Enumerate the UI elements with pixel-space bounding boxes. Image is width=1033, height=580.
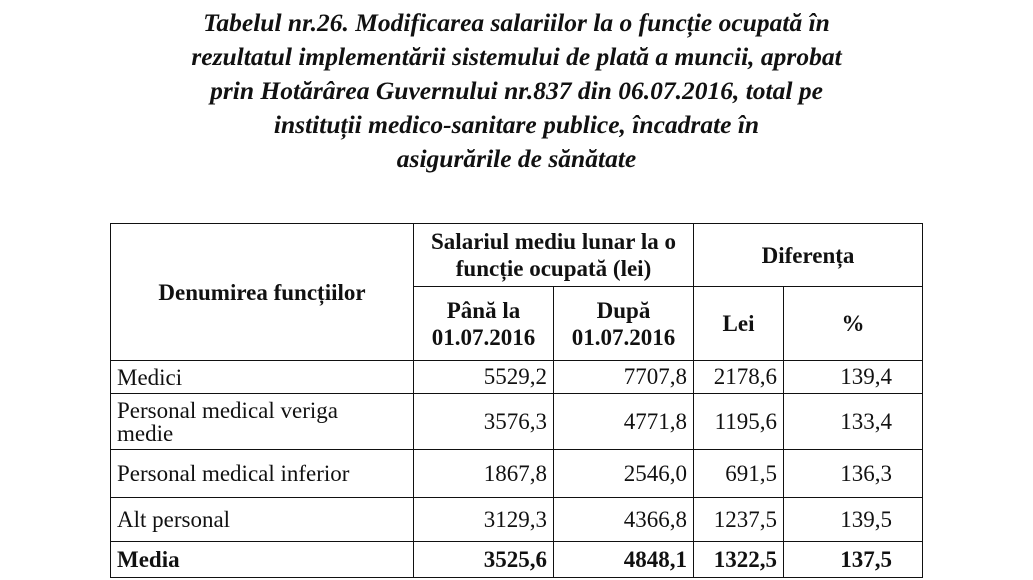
header-salary-line: Salariul mediu lunar la o [431, 229, 676, 254]
total-after-value: 4848,1 [554, 542, 694, 578]
row-function-name: Personal medical inferior [111, 450, 414, 498]
row-name-line: medie [117, 420, 174, 446]
row-after-value: 7707,8 [554, 361, 694, 394]
row-diff-percent: 139,5 [784, 498, 923, 542]
row-diff-lei: 1237,5 [694, 498, 784, 542]
header-difference-group: Diferența [694, 224, 923, 287]
row-name-line: Personal medical veriga [117, 397, 338, 423]
caption-line: rezultatul implementării sistemului de plată a muncii, aprobat [191, 42, 842, 71]
total-label: Media [111, 542, 414, 578]
header-row-top [111, 224, 923, 287]
total-diff-lei: 1322,5 [694, 542, 784, 578]
header-percent: % [784, 287, 923, 361]
header-after [554, 287, 694, 361]
row-after-value: 2546,0 [554, 450, 694, 498]
row-after-value: 4366,8 [554, 498, 694, 542]
row-diff-lei: 2178,6 [694, 361, 784, 394]
row-diff-lei: 691,5 [694, 450, 784, 498]
row-before-value: 5529,2 [414, 361, 554, 394]
row-diff-percent: 136,3 [784, 450, 923, 498]
table-row [111, 498, 923, 542]
row-function-name [111, 394, 414, 450]
row-diff-percent: 133,4 [784, 394, 923, 450]
header-function-name: Denumirea funcțiilor [111, 224, 414, 361]
header-before-line: Până la [446, 297, 521, 323]
table-caption [0, 6, 1033, 176]
header-before [414, 287, 554, 361]
row-diff-lei: 1195,6 [694, 394, 784, 450]
table-row [111, 450, 923, 498]
total-diff-percent: 137,5 [784, 542, 923, 578]
total-before-value: 3525,6 [414, 542, 554, 578]
header-salary-line: funcție ocupată (lei) [455, 256, 652, 281]
row-before-value: 3576,3 [414, 394, 554, 450]
header-salary-group [414, 224, 694, 287]
header-before-line: 01.07.2016 [431, 324, 536, 350]
header-after-line: După [596, 297, 651, 323]
table-row [111, 394, 923, 450]
row-function-name: Medici [111, 361, 414, 394]
row-function-name: Alt personal [111, 498, 414, 542]
caption-line: asigurările de sănătate [396, 144, 637, 173]
header-after-line: 01.07.2016 [571, 324, 676, 350]
total-row [111, 542, 923, 578]
row-after-value: 4771,8 [554, 394, 694, 450]
caption-line: Tabelul nr.26. Modificarea salariilor la o funcție ocupată în [203, 8, 830, 37]
caption-line: instituții medico-sanitare publice, încadrate în [273, 110, 760, 139]
caption-line: prin Hotărârea Guvernului nr.837 din 06.07.2016, total pe [210, 76, 823, 105]
table-row [111, 361, 923, 394]
row-diff-percent: 139,4 [784, 361, 923, 394]
header-lei: Lei [694, 287, 784, 361]
row-before-value: 3129,3 [414, 498, 554, 542]
row-before-value: 1867,8 [414, 450, 554, 498]
salary-table [110, 223, 923, 578]
